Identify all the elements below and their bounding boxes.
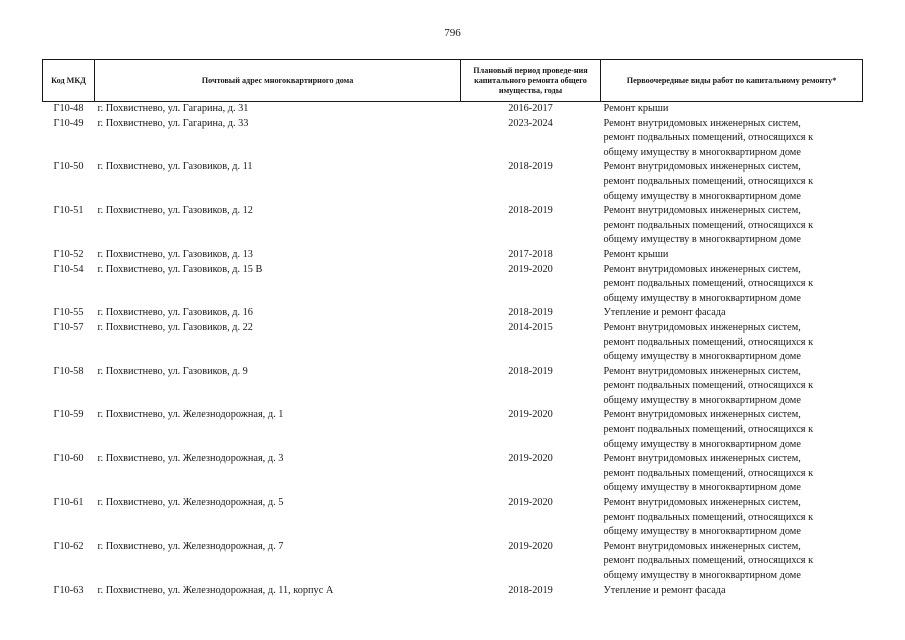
works-line: ремонт подвальных помещений, относящихся к	[603, 424, 814, 436]
works-line: ремонт подвальных помещений, относящихся к	[603, 132, 814, 144]
row-period: 2018-2019	[508, 307, 553, 319]
row-works	[601, 321, 863, 365]
row-code: Г10-50	[53, 161, 84, 173]
header-address: Почтовый адрес многоквартирного дома	[95, 60, 461, 102]
row-period: 2016-2017	[508, 103, 553, 114]
table-header-row	[43, 60, 863, 102]
works-line: Ремонт внутридомовых инженерных систем,	[603, 497, 801, 509]
table-row	[43, 452, 863, 496]
works-line: общему имуществу в многоквартирном доме	[603, 570, 801, 581]
works-line: ремонт подвальных помещений, относящихся к	[603, 336, 814, 348]
table-row	[43, 584, 863, 599]
row-code: Г10-48	[53, 103, 84, 114]
row-code: Г10-58	[53, 365, 84, 377]
row-works	[601, 452, 863, 496]
row-code: Г10-52	[53, 248, 84, 260]
row-address: г. Похвистнево, ул. Железнодорожная, д. 11, корпус А	[97, 584, 334, 596]
row-address: г. Похвистнево, ул. Железнодорожная, д. 7	[97, 540, 284, 552]
row-address: г. Похвистнево, ул. Газовиков, д. 13	[97, 248, 253, 260]
row-works	[601, 306, 863, 321]
row-works	[601, 584, 863, 599]
row-works	[601, 540, 863, 584]
row-works	[601, 263, 863, 307]
row-code: Г10-63	[53, 584, 84, 596]
works-line: общему имуществу в многоквартирном доме	[603, 438, 801, 450]
works-line: Ремонт внутридомовых инженерных систем,	[603, 161, 801, 173]
row-code: Г10-62	[53, 540, 84, 552]
works-line: Ремонт крыши	[603, 248, 669, 260]
works-line: ремонт подвальных помещений, относящихся к	[603, 278, 814, 290]
works-line: Ремонт внутридомовых инженерных систем,	[603, 540, 801, 552]
row-address: г. Похвистнево, ул. Железнодорожная, д. 3	[97, 453, 284, 465]
table-row	[43, 117, 863, 161]
works-line: общему имуществу в многоквартирном доме	[603, 146, 801, 158]
row-works	[601, 408, 863, 452]
row-works	[601, 248, 863, 263]
table-row	[43, 321, 863, 365]
works-line: Ремонт внутридомовых инженерных систем,	[603, 365, 801, 377]
page-number: 796	[444, 27, 461, 39]
row-period: 2018-2019	[508, 584, 553, 596]
row-code: Г10-59	[53, 409, 84, 421]
header-period: Плановый период проведе-ния капитального ремонта общего имущества, годы	[461, 60, 601, 102]
row-period: 2019-2020	[508, 497, 553, 509]
works-line: Ремонт внутридомовых инженерных систем,	[603, 263, 801, 275]
row-works	[601, 204, 863, 248]
row-code: Г10-51	[53, 205, 84, 217]
works-line: ремонт подвальных помещений, относящихся к	[603, 467, 814, 479]
row-works	[601, 102, 863, 117]
works-line: Ремонт внутридомовых инженерных систем,	[603, 321, 801, 333]
works-line: Ремонт внутридомовых инженерных систем,	[603, 453, 801, 465]
row-period: 2019-2020	[508, 263, 553, 275]
header-code: Код МКД	[43, 60, 95, 102]
table-row	[43, 102, 863, 117]
row-code: Г10-60	[53, 453, 84, 465]
works-line: общему имуществу в многоквартирном доме	[603, 190, 801, 202]
table-row	[43, 306, 863, 321]
table-row	[43, 204, 863, 248]
row-address: г. Похвистнево, ул. Гагарина, д. 31	[97, 103, 249, 114]
table-body	[43, 102, 863, 599]
row-address: г. Похвистнево, ул. Железнодорожная, д. 1	[97, 409, 284, 421]
row-address: г. Похвистнево, ул. Газовиков, д. 11	[97, 161, 253, 173]
works-line: Ремонт внутридомовых инженерных систем,	[603, 409, 801, 421]
works-line: ремонт подвальных помещений, относящихся к	[603, 380, 814, 392]
works-line: Ремонт внутридомовых инженерных систем,	[603, 117, 801, 129]
row-period: 2018-2019	[508, 365, 553, 377]
row-period: 2019-2020	[508, 453, 553, 465]
table-row	[43, 365, 863, 409]
works-line: ремонт подвальных помещений, относящихся к	[603, 511, 814, 523]
works-line: Ремонт внутридомовых инженерных систем,	[603, 205, 801, 217]
row-period: 2018-2019	[508, 205, 553, 217]
works-line: общему имуществу в многоквартирном доме	[603, 482, 801, 494]
row-period: 2019-2020	[508, 540, 553, 552]
works-line: Утепление и ремонт фасада	[603, 584, 726, 596]
row-address: г. Похвистнево, ул. Газовиков, д. 15 В	[97, 263, 263, 275]
table-row	[43, 540, 863, 584]
table-row	[43, 263, 863, 307]
works-line: общему имуществу в многоквартирном доме	[603, 394, 801, 406]
table-row	[43, 496, 863, 540]
header-works: Первоочередные виды работ по капитальному ремонту*	[601, 60, 863, 102]
table-row	[43, 248, 863, 263]
row-code: Г10-54	[53, 263, 84, 275]
row-works	[601, 365, 863, 409]
row-code: Г10-61	[53, 497, 84, 509]
works-line: общему имуществу в многоквартирном доме	[603, 292, 801, 304]
row-period: 2014-2015	[508, 321, 553, 333]
row-period: 2018-2019	[508, 161, 553, 173]
row-code: Г10-55	[53, 307, 84, 319]
works-line: ремонт подвальных помещений, относящихся к	[603, 555, 814, 567]
row-address: г. Похвистнево, ул. Газовиков, д. 16	[97, 307, 253, 319]
works-line: общему имуществу в многоквартирном доме	[603, 351, 801, 363]
capital-repair-table	[42, 59, 863, 598]
works-line: общему имуществу в многоквартирном доме	[603, 526, 801, 538]
row-works	[601, 160, 863, 204]
row-works	[601, 496, 863, 540]
row-period: 2023-2024	[508, 117, 553, 129]
row-address: г. Похвистнево, ул. Железнодорожная, д. 5	[97, 497, 284, 509]
works-line: общему имуществу в многоквартирном доме	[603, 234, 801, 246]
row-period: 2019-2020	[508, 409, 553, 421]
row-address: г. Похвистнево, ул. Газовиков, д. 12	[97, 205, 253, 217]
works-line: ремонт подвальных помещений, относящихся к	[603, 219, 814, 231]
row-works	[601, 117, 863, 161]
row-address: г. Похвистнево, ул. Газовиков, д. 22	[97, 321, 253, 333]
table-row	[43, 408, 863, 452]
row-code: Г10-57	[53, 321, 84, 333]
table-row	[43, 160, 863, 204]
works-line: Утепление и ремонт фасада	[603, 307, 726, 319]
works-line: ремонт подвальных помещений, относящихся к	[603, 175, 814, 187]
row-period: 2017-2018	[508, 248, 553, 260]
row-address: г. Похвистнево, ул. Гагарина, д. 33	[97, 117, 249, 129]
row-address: г. Похвистнево, ул. Газовиков, д. 9	[97, 365, 248, 377]
works-line: Ремонт крыши	[603, 103, 669, 114]
row-code: Г10-49	[53, 117, 84, 129]
